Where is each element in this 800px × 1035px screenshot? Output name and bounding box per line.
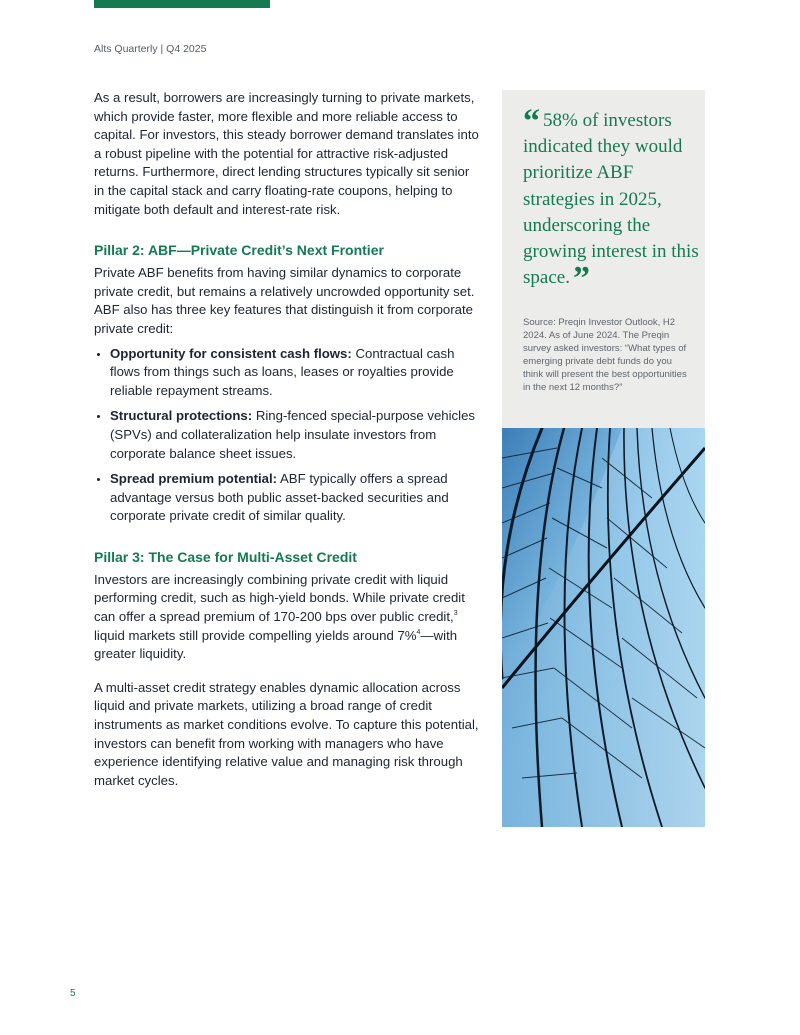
text-segment: —with greater liquidity.: [94, 627, 458, 662]
bullet-label: Structural protections:: [110, 408, 253, 424]
running-header: Alts Quarterly | Q4 2025: [94, 43, 207, 55]
pull-quote-text: 58% of investors indicated they would prioritize ABF strategies in 2025, underscoring the growing interest in this space.: [523, 110, 699, 289]
bullet-label: Opportunity for consistent cash flows:: [110, 345, 352, 361]
page-number: 5: [70, 988, 76, 999]
intro-paragraph: As a result, borrowers are increasingly turning to private markets, which provide faster, more flexible and more reliable access to capital. For investors, this steady borrower demand translates into a robust pipeline with the potential for attractive risk-adjusted returns. Furthermore, direct lending structures typically sit senior in the capital stack and carry floating-rate coupons, helping to mitigate both default and interest-rate risk.: [94, 90, 479, 217]
curved-skyscraper-illustration: [502, 428, 705, 827]
pillar-3-paragraph-2: A multi-asset credit strategy enables dynamic allocation across liquid and private markets, utilizing a broad range of credit instruments as market conditions evolve. To capture this potential, investors can benefit from working with managers who have experience identifying relative value and managing risk through market cycles.: [94, 679, 479, 788]
bullet-text: ABF typically offers a spread advantage versus both public asset-backed securities and corporate private credit of similar quality.: [110, 471, 449, 524]
footnote-ref-3[interactable]: 3: [453, 610, 458, 618]
bullet-structural-protections: [110, 407, 479, 463]
pillar-2-bullet-list: [94, 345, 479, 526]
callout-sidebar: [502, 90, 705, 428]
text-segment: liquid markets still provide compelling yields around 7%: [94, 627, 417, 643]
pillar-3-heading: Pillar 3: The Case for Multi-Asset Credit: [94, 548, 357, 565]
pillar-2-paragraph: Private ABF benefits from having similar dynamics to corporate private credit, but remains a relatively uncrowded opportunity set. ABF also has three key features that distinguish it from corporate private credit:: [94, 265, 475, 336]
footnote-ref-4[interactable]: 4: [416, 628, 421, 636]
pillar-2-heading: Pillar 2: ABF—Private Credit’s Next Frontier: [94, 242, 384, 259]
bullet-cash-flows: [110, 345, 479, 401]
open-quote-icon: “: [523, 103, 540, 140]
pillar-3-paragraph-1: [94, 571, 479, 664]
pull-quote: [523, 103, 699, 298]
bullet-label: Spread premium potential:: [110, 471, 278, 487]
bullet-spread-premium: [110, 470, 479, 526]
building-facade-photo: [502, 428, 705, 827]
top-accent-bar: [94, 0, 270, 8]
bullet-text: Contractual cash flows from things such as loans, leases or royalties provide reliable repayment streams.: [110, 345, 455, 398]
quote-source: Source: Preqin Investor Outlook, H2 2024. As of June 2024. The Preqin survey asked investors: “What types of emerging private debt funds do you think will present the best opportunities in the next 12 months?”: [523, 317, 687, 393]
main-column: [94, 89, 479, 805]
close-quote-icon: ”: [572, 260, 590, 298]
text-segment: Investors are increasingly combining private credit with liquid performing credit, such as high-yield bonds. While private credit can offer a spread premium of 170-200 bps over public credit,: [94, 571, 465, 625]
bullet-text: Ring-fenced special-purpose vehicles (SPVs) and collateralization help insulate investors from corporate balance sheet issues.: [110, 408, 475, 461]
